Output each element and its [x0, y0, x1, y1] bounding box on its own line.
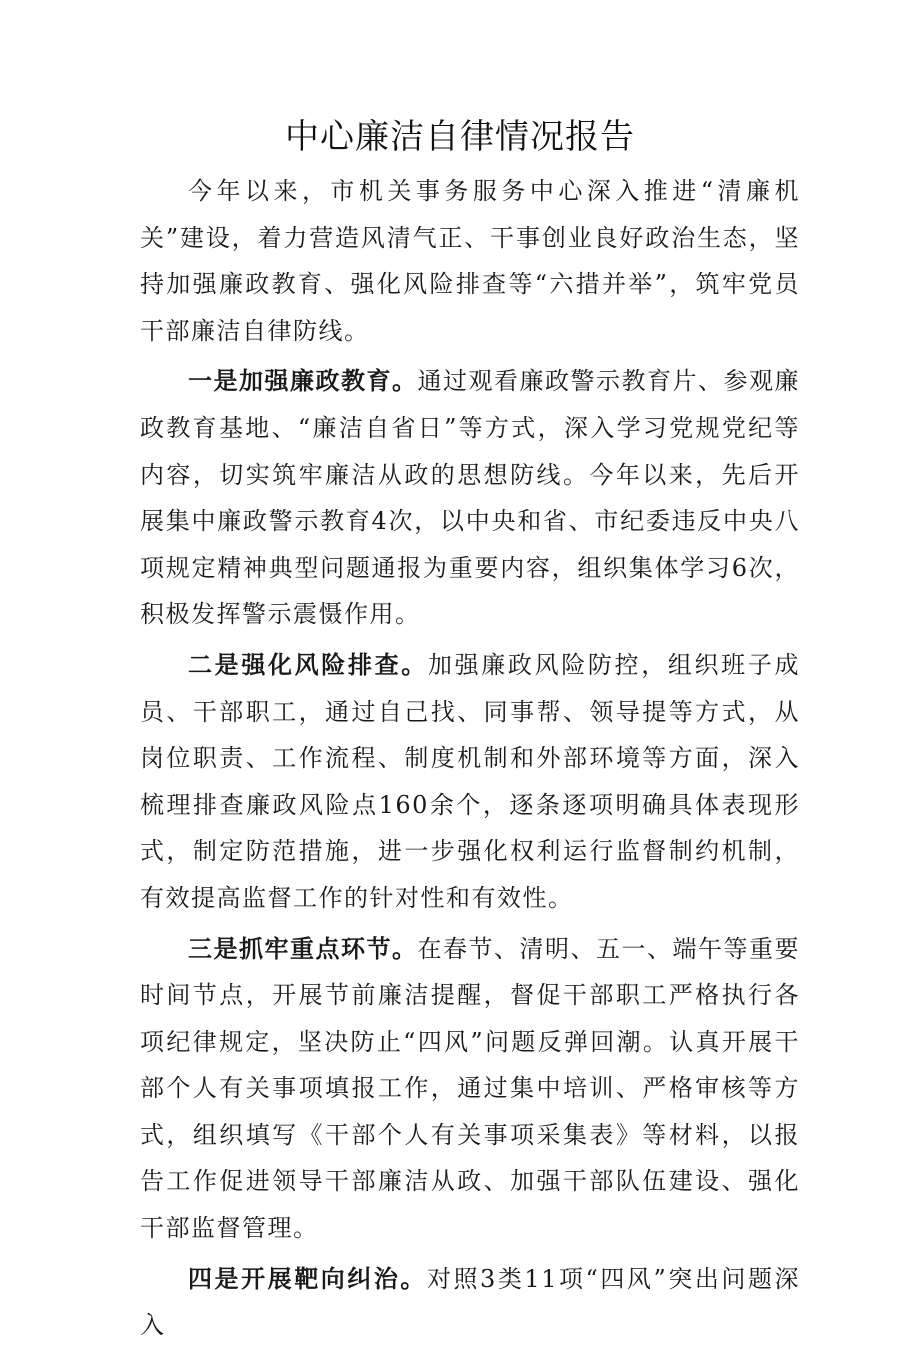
- section-heading-3: 三是抓牢重点环节。: [188, 934, 418, 963]
- section-paragraph-1: [140, 358, 800, 638]
- section-text-1: 通过观看廉政警示教育片、参观廉政教育基地、“廉洁自省日”等方式，深入学习党规党纪等内容，切实筑牢廉洁从政的思想防线。今年以来，先后开展集中廉政警示教育4次，以中央和省、市纪委违反中央八项规定精神典型问题通报为重要内容，组织集体学习6次，积极发挥警示震慑作用。: [140, 367, 800, 629]
- section-text-3: 在春节、清明、五一、端午等重要时间节点，开展节前廉洁提醒，督促干部职工严格执行各项纪律规定，坚决防止“四风”问题反弹回潮。认真开展干部个人有关事项填报工作，通过集中培训、严格审核等方式，组织填写《干部个人有关事项采集表》等材料，以报告工作促进领导干部廉洁从政、加强干部队伍建设、强化干部监督管理。: [140, 934, 800, 1243]
- section-text-2: 加强廉政风险防控，组织班子成员、干部职工，通过自己找、同事帮、领导提等方式，从岗位职责、工作流程、制度机制和外部环境等方面，深入梳理排查廉政风险点160余个，逐条逐项明确具体表现形式，制定防范措施，进一步强化权利运行监督制约机制，有效提高监督工作的针对性和有效性。: [140, 650, 801, 912]
- section-paragraph-4: [140, 1256, 800, 1349]
- section-heading-4: 四是开展靶向纠治。: [188, 1264, 427, 1293]
- section-paragraph-2: [140, 642, 800, 922]
- section-paragraph-3: [140, 926, 800, 1252]
- document-title: 中心廉洁自律情况报告: [285, 117, 635, 157]
- section-text-4: 对照3类11项“四风”突出问题深入: [140, 1264, 800, 1340]
- document-body: [140, 168, 800, 1353]
- section-heading-1: 一是加强廉政教育。: [188, 367, 418, 396]
- section-heading-2: 二是强化风险排查。: [188, 650, 428, 679]
- intro-paragraph: 今年以来，市机关事务服务中心深入推进“清廉机关”建设，着力营造风清气正、干事创业良好政治生态，坚持加强廉政教育、强化风险排查等“六措并举”，筑牢党员干部廉洁自律防线。: [140, 177, 800, 345]
